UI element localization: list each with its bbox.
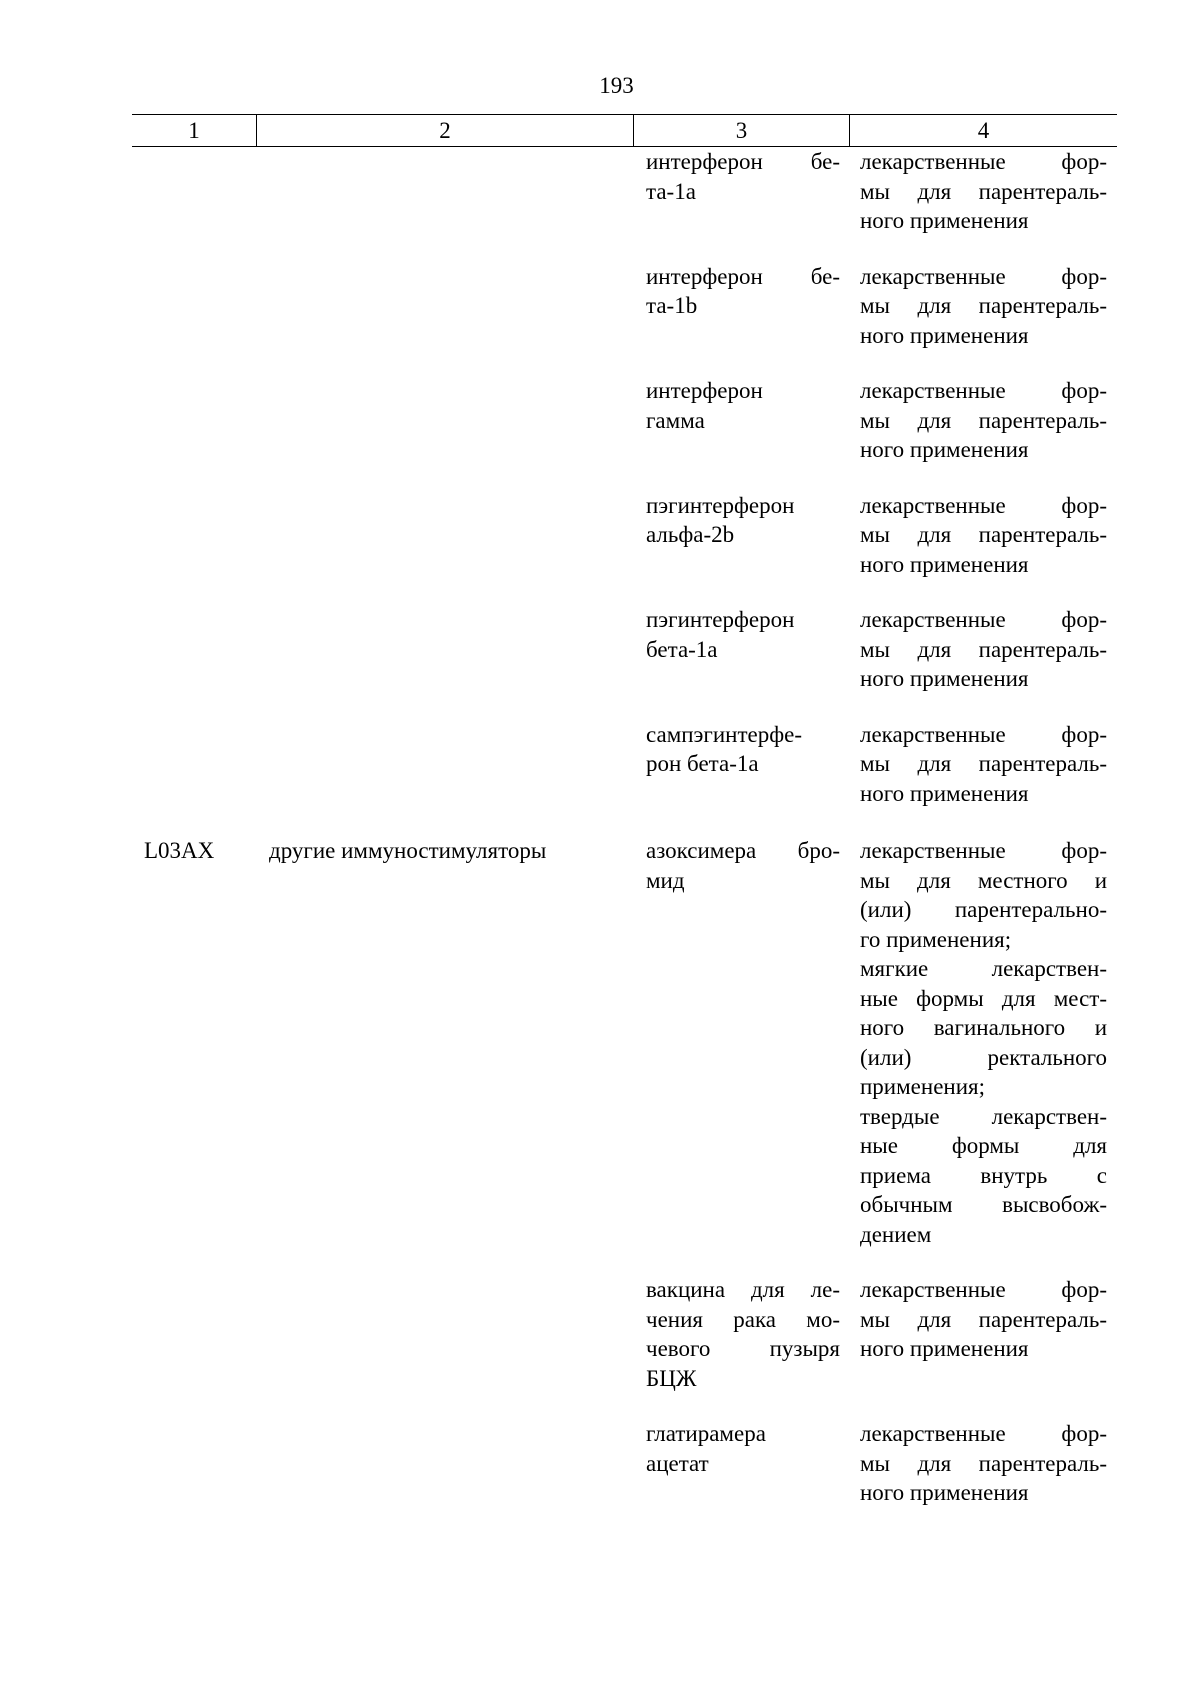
group-name-cell xyxy=(257,491,634,580)
atc-code-cell xyxy=(132,1419,257,1508)
dosage-form-line: ного применения xyxy=(860,551,1029,577)
drug-table xyxy=(132,114,1117,1508)
dosage-form-line: мы для парентераль- xyxy=(860,407,1107,433)
drug-name-line: сампэгинтерфе- xyxy=(646,721,803,747)
atc-code-cell xyxy=(132,147,257,236)
table-row xyxy=(132,262,1117,351)
group-name-cell xyxy=(257,1419,634,1508)
drug-name-cell xyxy=(634,605,850,694)
table-row xyxy=(132,1275,1117,1393)
dosage-forms-cell xyxy=(850,605,1117,694)
drug-name-line: гамма xyxy=(646,407,705,433)
drug-name-line: пэгинтерферон xyxy=(646,492,795,518)
dosage-form-line: лекарственные фор- xyxy=(860,1277,1107,1302)
table-row xyxy=(132,720,1117,809)
atc-code-cell xyxy=(132,720,257,809)
table-row xyxy=(132,1419,1117,1508)
dosage-forms-cell xyxy=(850,1275,1117,1393)
dosage-form-line: мы для парентераль- xyxy=(860,522,1107,547)
dosage-form-line: ные формы для xyxy=(860,1133,1107,1158)
dosage-form-line: лекарственные фор- xyxy=(860,838,1107,863)
drug-name-line: мид xyxy=(646,867,685,893)
dosage-form-line: лекарственные фор- xyxy=(860,378,1107,403)
drug-name-line: азоксимера бро- xyxy=(646,838,840,863)
dosage-form-line: твердые лекарствен- xyxy=(860,1103,1107,1129)
dosage-form-line: го применения; xyxy=(860,926,1012,952)
group-name-cell xyxy=(257,376,634,465)
dosage-form-line: ного применения xyxy=(860,322,1029,348)
atc-code-cell: L03AX xyxy=(144,838,215,863)
dosage-form-line: приема внутрь с xyxy=(860,1162,1107,1188)
table-header-row xyxy=(132,114,1117,147)
dosage-form-line: обычным высвобож- xyxy=(860,1192,1107,1217)
drug-name-cell xyxy=(634,376,850,465)
group-name-cell xyxy=(257,147,634,236)
dosage-form-line: лекарственные фор- xyxy=(860,149,1107,174)
drug-name-line: глатирамера xyxy=(646,1421,766,1446)
table-row xyxy=(132,376,1117,465)
dosage-form-line: (или) парентерально- xyxy=(860,897,1107,922)
header-col-1: 1 xyxy=(132,115,257,146)
drug-name-cell xyxy=(634,1419,850,1508)
dosage-form-line: мы для местного и xyxy=(860,867,1107,893)
drug-name-line: интерферон бе- xyxy=(646,149,840,174)
atc-code-cell xyxy=(132,605,257,694)
dosage-form-line: мы для парентераль- xyxy=(860,293,1107,318)
drug-name-cell xyxy=(634,491,850,580)
dosage-form-line: лекарственные фор- xyxy=(860,721,1107,747)
dosage-form-line: мы для парентераль- xyxy=(860,1306,1107,1332)
drug-name-line: ацетат xyxy=(646,1450,709,1476)
table-row xyxy=(132,147,1117,236)
dosage-form-line: ного применения xyxy=(860,208,1029,233)
drug-name-line: рон бета-1a xyxy=(646,751,759,776)
drug-name-line: интерферон бе- xyxy=(646,263,840,289)
table-row xyxy=(132,491,1117,580)
dosage-form-line: мы для парентераль- xyxy=(860,636,1107,662)
drug-name-line: вакцина для ле- xyxy=(646,1277,840,1302)
group-name-cell xyxy=(257,1275,634,1393)
table-row xyxy=(132,605,1117,694)
atc-code-cell xyxy=(132,491,257,580)
dosage-forms-cell xyxy=(850,836,1117,1249)
dosage-forms-cell xyxy=(850,491,1117,580)
drug-name-line: чения рака мо- xyxy=(646,1306,840,1332)
group-name-cell: другие иммуностимуляторы xyxy=(269,838,547,863)
group-name-cell xyxy=(257,605,634,694)
table-row xyxy=(132,836,1117,1249)
drug-name-line: альфа-2b xyxy=(646,522,735,547)
page-number: 193 xyxy=(599,73,634,98)
atc-code-cell xyxy=(132,376,257,465)
dosage-form-line: мы для парентераль- xyxy=(860,178,1107,204)
dosage-form-line: лекарственные фор- xyxy=(860,492,1107,518)
group-name-cell xyxy=(257,262,634,351)
drug-name-line: БЦЖ xyxy=(646,1365,697,1391)
dosage-form-line: дением xyxy=(860,1221,932,1247)
dosage-form-line: мы для парентераль- xyxy=(860,751,1107,776)
drug-name-line: чевого пузыря xyxy=(646,1336,840,1361)
dosage-form-line: ного применения xyxy=(860,437,1029,462)
dosage-form-line: ного вагинального и xyxy=(860,1015,1107,1040)
drug-name-line: бета-1a xyxy=(646,636,718,662)
drug-name-cell xyxy=(634,147,850,236)
dosage-form-line: лекарственные фор- xyxy=(860,1421,1107,1446)
dosage-form-line: лекарственные фор- xyxy=(860,263,1107,289)
dosage-form-line: мы для парентераль- xyxy=(860,1450,1107,1476)
dosage-forms-cell xyxy=(850,376,1117,465)
drug-name-line: интерферон xyxy=(646,378,763,403)
drug-name-line: пэгинтерферон xyxy=(646,607,795,632)
dosage-form-line: ного применения xyxy=(860,1480,1029,1505)
dosage-forms-cell xyxy=(850,262,1117,351)
dosage-forms-cell xyxy=(850,720,1117,809)
dosage-form-line: мягкие лекарствен- xyxy=(860,956,1107,981)
dosage-form-line: ного применения xyxy=(860,780,1029,806)
dosage-form-line: (или) ректального xyxy=(860,1044,1107,1070)
drug-name-cell xyxy=(634,1275,850,1393)
dosage-forms-cell xyxy=(850,147,1117,236)
drug-name-line: та-1a xyxy=(646,178,696,204)
header-col-3: 3 xyxy=(634,115,850,146)
dosage-forms-cell xyxy=(850,1419,1117,1508)
dosage-form-line: применения; xyxy=(860,1074,985,1099)
group-name-cell xyxy=(257,720,634,809)
dosage-form-line: лекарственные фор- xyxy=(860,607,1107,632)
dosage-form-line: ные формы для мест- xyxy=(860,985,1107,1011)
table-body xyxy=(132,147,1117,1508)
atc-code-cell xyxy=(132,1275,257,1393)
drug-name-cell xyxy=(634,720,850,809)
dosage-form-line: ного применения xyxy=(860,1336,1029,1361)
header-col-4: 4 xyxy=(977,118,990,143)
atc-code-cell xyxy=(132,262,257,351)
drug-name-cell xyxy=(634,836,850,1249)
drug-name-cell xyxy=(634,262,850,351)
drug-name-line: та-1b xyxy=(646,293,698,318)
header-col-2: 2 xyxy=(257,115,634,146)
dosage-form-line: ного применения xyxy=(860,666,1029,691)
